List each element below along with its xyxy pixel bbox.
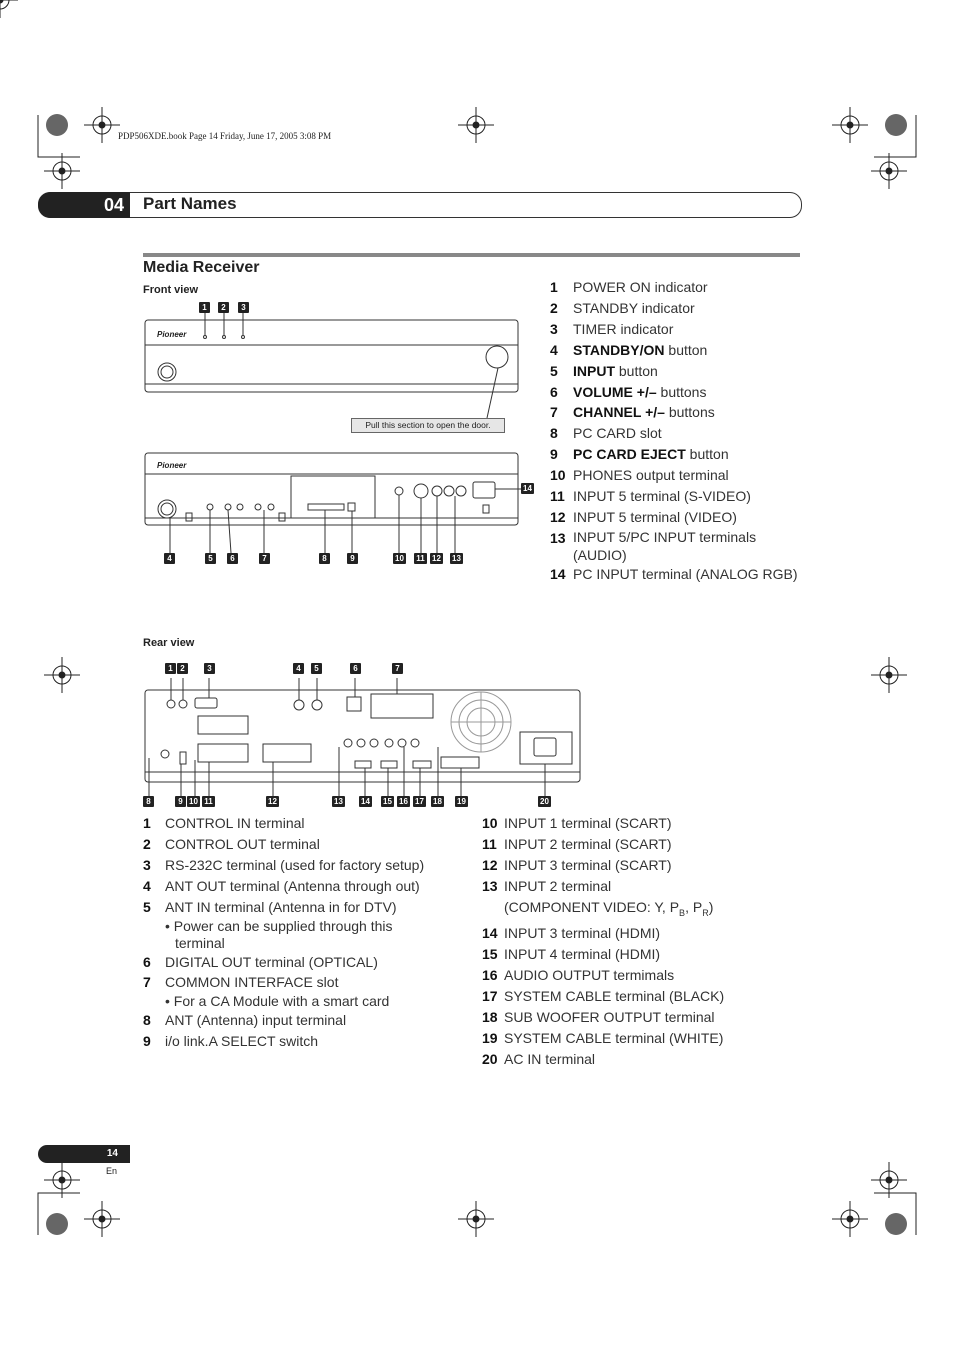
rear-badge-15: 15 (381, 796, 394, 807)
front-parts-list (550, 277, 805, 585)
list-item: 6 VOLUME +/– buttons (550, 383, 707, 400)
list-item: 13 INPUT 5/PC INPUT terminals (AUDIO) (550, 528, 757, 563)
list-item: 8 ANT (Antenna) input terminal (143, 1012, 347, 1029)
list-item: 4 STANDBY/ON button (550, 341, 708, 358)
list-item: 14 PC INPUT terminal (ANALOG RGB) (550, 565, 798, 582)
page-number: 14 (38, 1145, 130, 1163)
rear-badge-19: 19 (455, 796, 468, 807)
rear-badge-5: 5 (311, 663, 322, 674)
list-item: 11 INPUT 2 terminal (SCART) (482, 835, 672, 852)
front-badge-1: 1 (199, 302, 210, 313)
list-item: 15 INPUT 4 terminal (HDMI) (482, 946, 661, 963)
list-item: 16 AUDIO OUTPUT termimals (482, 967, 675, 984)
rear-parts-list-right (482, 813, 782, 1070)
front-view-diagram (143, 298, 523, 568)
rear-badge-3: 3 (204, 663, 215, 674)
rear-badge-16: 16 (397, 796, 410, 807)
list-item: 4 ANT OUT terminal (Antenna through out) (143, 877, 420, 894)
rear-badge-6: 6 (350, 663, 361, 674)
chapter-number: 04 (38, 192, 130, 218)
front-badge-4: 4 (164, 553, 175, 564)
section-title: Media Receiver (143, 259, 260, 276)
rear-badge-1: 1 (165, 663, 176, 674)
list-item: 10 PHONES output terminal (550, 467, 729, 484)
rear-badge-18: 18 (431, 796, 444, 807)
list-item: 1 POWER ON indicator (550, 279, 708, 295)
list-item: 7 CHANNEL +/– buttons (550, 404, 715, 421)
list-item: 18 SUB WOOFER OUTPUT terminal (482, 1008, 715, 1025)
list-item: 9 i/o link.A SELECT switch (143, 1033, 319, 1050)
list-item: 12 INPUT 5 terminal (VIDEO) (550, 508, 737, 525)
front-badge-3: 3 (238, 302, 249, 313)
rear-badge-17: 17 (413, 796, 426, 807)
list-item: 10 INPUT 1 terminal (SCART) (482, 815, 672, 831)
list-item: 20 AC IN terminal (482, 1050, 596, 1067)
front-badge-6: 6 (227, 553, 238, 564)
list-item: 2 STANDBY indicator (550, 299, 695, 316)
front-badge-9: 9 (347, 553, 358, 564)
list-item: 5 INPUT button (550, 362, 658, 379)
front-badge-8: 8 (319, 553, 330, 564)
list-item: 2 CONTROL OUT terminal (143, 835, 320, 852)
rear-badge-8: 8 (143, 796, 154, 807)
rear-badge-2: 2 (177, 663, 188, 674)
front-view-label: Front view (143, 284, 199, 296)
list-item: 19 SYSTEM CABLE terminal (WHITE) (482, 1029, 724, 1046)
front-badge-10: 10 (393, 553, 406, 564)
list-item: 12 INPUT 3 terminal (SCART) (482, 856, 672, 873)
rear-view-diagram (143, 672, 588, 802)
door-callout: Pull this section to open the door. (351, 418, 505, 433)
list-item: 14 INPUT 3 terminal (HDMI) (482, 925, 661, 942)
front-badge-12: 12 (430, 553, 443, 564)
section-rule (143, 253, 800, 257)
rear-badge-20: 20 (538, 796, 551, 807)
rear-badge-13: 13 (332, 796, 345, 807)
front-badge-11: 11 (414, 553, 427, 564)
front-badge-7: 7 (259, 553, 270, 564)
list-item: 13 INPUT 2 terminal (COMPONENT VIDEO: Y, $P_B$, $P_R$) (482, 877, 714, 918)
list-item: 1 CONTROL IN terminal (143, 815, 305, 831)
rear-badge-10: 10 (187, 796, 200, 807)
rear-view-label: Rear view (143, 637, 195, 649)
rear-badge-14: 14 (359, 796, 372, 807)
list-item: 3 TIMER indicator (550, 320, 674, 337)
list-item: 6 DIGITAL OUT terminal (OPTICAL) (143, 953, 378, 970)
brand-logo: Pioneer (157, 330, 187, 339)
list-item: 5 ANT IN terminal (Antenna in for DTV) • Power can be supplied through this terminal (143, 898, 397, 951)
rear-badge-12: 12 (266, 796, 279, 807)
front-badge-14: 14 (521, 483, 534, 494)
front-badge-13: 13 (450, 553, 463, 564)
front-badge-5: 5 (205, 553, 216, 564)
list-item: 7 COMMON INTERFACE slot • For a CA Module with a smart card (143, 974, 390, 1010)
rear-badge-11: 11 (202, 796, 215, 807)
brand-logo-open: Pioneer (157, 461, 187, 470)
list-item: 17 SYSTEM CABLE terminal (BLACK) (482, 988, 725, 1005)
rear-parts-list-left (143, 813, 443, 1052)
file-header: PDP506XDE.book Page 14 Friday, June 17, 2005 3:08 PM (118, 131, 332, 141)
chapter-title: Part Names (143, 194, 237, 213)
list-item: 8 PC CARD slot (550, 425, 662, 442)
rear-badge-9: 9 (175, 796, 186, 807)
rear-badge-4: 4 (293, 663, 304, 674)
front-badge-2: 2 (218, 302, 229, 313)
list-item: 11 INPUT 5 terminal (S-VIDEO) (550, 488, 751, 505)
rear-badge-7: 7 (392, 663, 403, 674)
list-item: 3 RS-232C terminal (used for factory setup) (143, 856, 425, 873)
language-code: En (106, 1166, 118, 1176)
list-item: 9 PC CARD EJECT button (550, 446, 729, 463)
